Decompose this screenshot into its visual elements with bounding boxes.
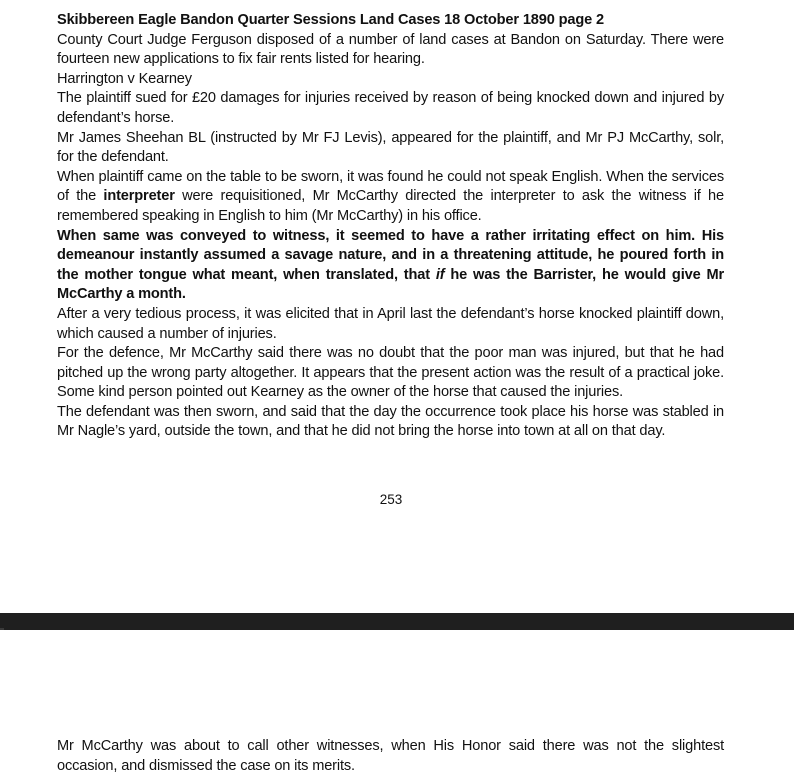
paragraph-interpreter	[57, 168, 724, 227]
interpreter-text-after: were requisitioned, Mr McCarthy directed the interpreter to ask the witness if he remembered speaking in English to him (Mr McCarthy) in his office.	[57, 188, 724, 224]
reaction-italic-word: if	[435, 266, 445, 283]
reaction-text-before: When same was conveyed to witness, it seemed to have a rather irritating effect on him. His demeanour instantly assumed a savage nature, and in a threatening attitude, he poured forth in the mother tongue what meant, when translated, that	[57, 227, 724, 283]
paragraph-intro: County Court Judge Ferguson disposed of a number of land cases at Bandon on Saturday. There were fourteen new applications to fix fair rents listed for hearing.	[57, 31, 724, 68]
paragraph-dismissal: Mr McCarthy was about to call other witnesses, when His Honor said there was not the slightest occasion, and dismissed the case on its merits.	[57, 738, 724, 774]
document-title: Skibbereen Eagle Bandon Quarter Sessions Land Cases 18 October 1890 page 2	[57, 12, 604, 28]
document-page-2	[0, 630, 794, 776]
paragraph-elicited: After a very tedious process, it was elicited that in April last the defendant’s horse knocked plaintiff down, which caused a number of injuries.	[57, 305, 724, 342]
paragraph-reaction	[57, 227, 724, 305]
page-number: 253	[379, 492, 403, 507]
interpreter-text-before: When plaintiff came on the table to be sworn, it was found he could not speak English. When the services of the	[57, 168, 724, 205]
page-2-text	[57, 737, 724, 776]
paragraph-counsel: Mr James Sheehan BL (instructed by Mr FJ Levis), appeared for the plaintiff, and Mr PJ McCarthy, solr, for the defendant.	[57, 129, 724, 166]
case-name-heading: Harrington v Kearney	[57, 70, 192, 87]
paragraph-defendant-sworn: The defendant was then sworn, and said that the day the occurrence took place his horse was stabled in Mr Nagle’s yard, outside the town, and that he did not bring the horse into town at all on that day.	[57, 403, 724, 440]
page-1-text	[57, 11, 724, 442]
page-separator	[0, 613, 794, 630]
reaction-text-after: he was the Barrister, he would give Mr McCarthy a month.	[57, 266, 724, 303]
paragraph-defence: For the defence, Mr McCarthy said there was no doubt that the poor man was injured, but that he had pitched up the wrong party altogether. It appears that the present action was the result of a practical joke. Some kind person pointed out Kearney as the owner of the horse that caused the injuries.	[57, 345, 724, 401]
paragraph-claim: The plaintiff sued for £20 damages for injuries received by reason of being knocked down and injured by defendant’s horse.	[57, 90, 724, 126]
interpreter-bold-word: interpreter	[103, 188, 175, 205]
